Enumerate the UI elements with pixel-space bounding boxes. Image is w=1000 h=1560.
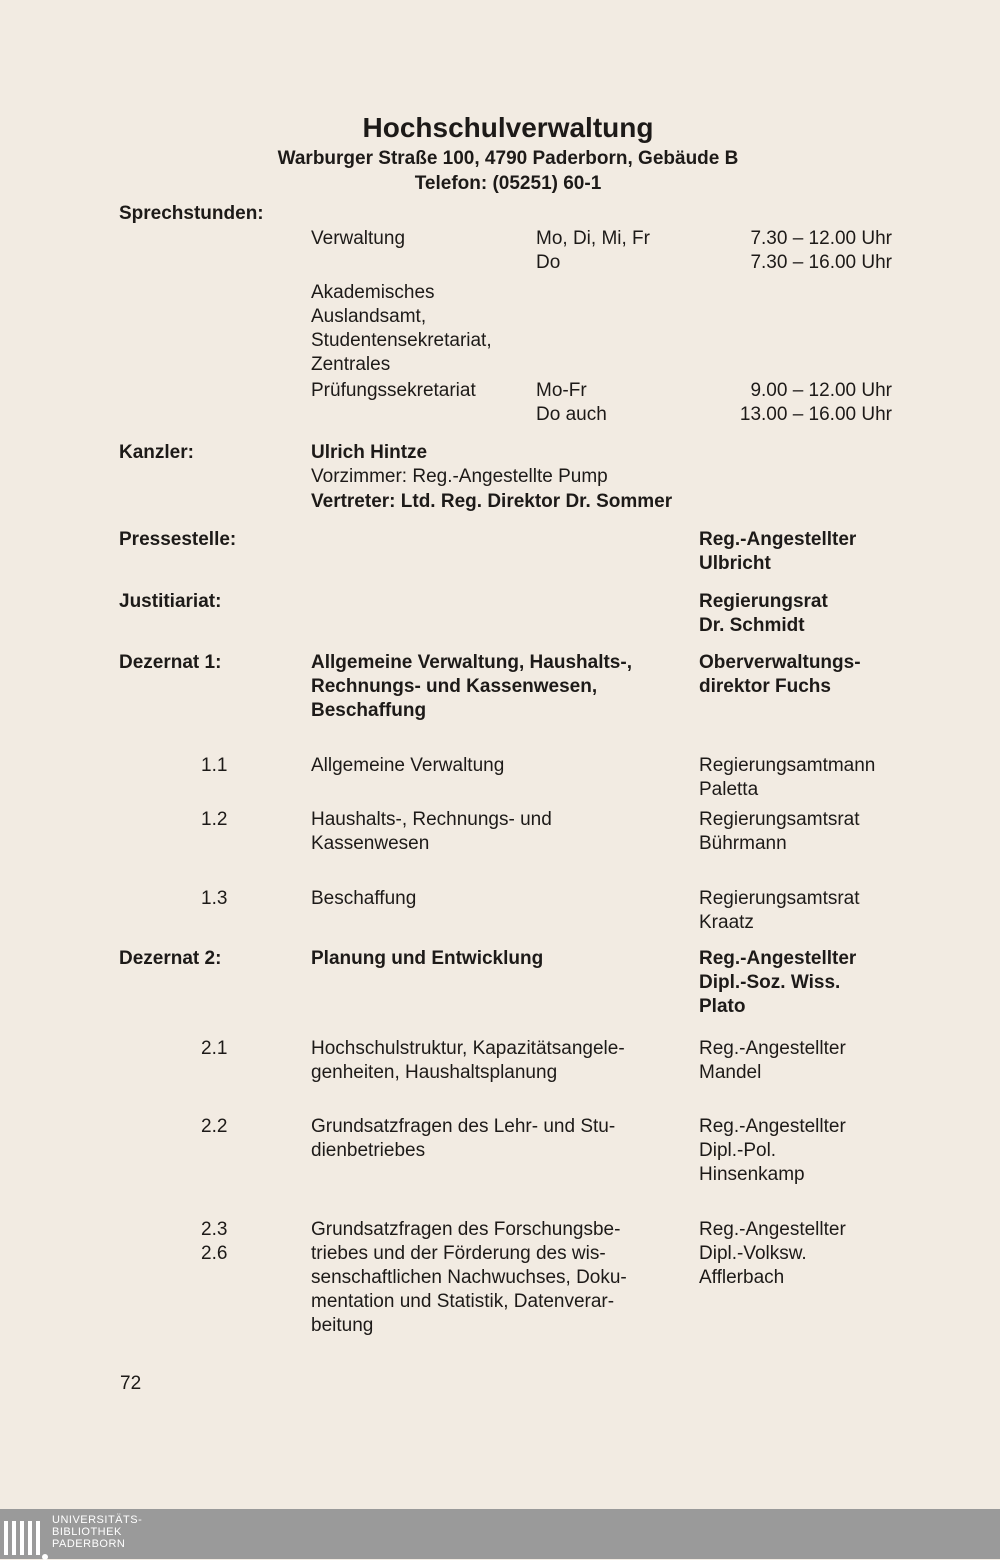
office-hours-label: Sprechstunden: — [119, 203, 264, 224]
section-number: 1.1 — [201, 755, 228, 776]
justitiariat-person: Regierungsrat Dr. Schmidt — [699, 591, 828, 636]
office-hours-days-3: Mo-Fr — [536, 380, 587, 401]
section-text: Hochschulstruktur, Kapazitätsangele- genheiten, Haushaltsplanung — [311, 1038, 625, 1083]
office-hours-time-4: 13.00 – 16.00 Uhr — [739, 404, 892, 425]
address-line: Warburger Straße 100, 4790 Paderborn, Gebäude B — [277, 148, 739, 169]
library-name: UNIVERSITÄTS- BIBLIOTHEK PADERBORN — [52, 1514, 143, 1550]
section-text: Haushalts-, Rechnungs- und Kassenwesen — [311, 809, 552, 854]
section-person: Regierungsamtmann Paletta — [699, 755, 876, 800]
section-person: Reg.-Angestellter Dipl.-Pol. Hinsenkamp — [699, 1116, 846, 1185]
office-hours-verwaltung: Verwaltung — [311, 228, 406, 249]
office-hours-days-2: Do — [536, 252, 561, 273]
section-text: Grundsatzfragen des Lehr- und Stu- dienbetriebes — [311, 1116, 616, 1161]
pressestelle-label: Pressestelle: — [119, 529, 237, 550]
page-number: 72 — [120, 1373, 142, 1394]
section-person: Regierungsamtsrat Kraatz — [699, 888, 860, 933]
page-title: Hochschulverwaltung — [362, 112, 654, 143]
section-number: 2.3 2.6 — [201, 1219, 228, 1264]
kanzler-name: Ulrich Hintze — [311, 442, 428, 463]
office-hours-time-1: 7.30 – 12.00 Uhr — [750, 228, 892, 249]
dezernat2-title: Planung und Entwicklung — [311, 948, 544, 969]
section-person: Regierungsamtsrat Bührmann — [699, 809, 860, 854]
office-hours-time-2: 7.30 – 16.00 Uhr — [750, 252, 892, 273]
section-person: Reg.-Angestellter Dipl.-Volksw. Afflerbach — [699, 1219, 846, 1288]
library-logo-icon — [4, 1517, 48, 1559]
pressestelle-person: Reg.-Angestellter Ulbricht — [699, 529, 857, 574]
dezernat2-label: Dezernat 2: — [119, 948, 222, 969]
section-person: Reg.-Angestellter Mandel — [699, 1038, 846, 1083]
section-number: 2.2 — [201, 1116, 228, 1137]
office-hours-offices: Akademisches Auslandsamt, Studentensekretariat, Zentrales — [311, 282, 492, 375]
office-hours-time-3: 9.00 – 12.00 Uhr — [750, 380, 892, 401]
section-text: Beschaffung — [311, 888, 417, 909]
section-text: Grundsatzfragen des Forschungsbe- triebes und der Förderung des wis- senschaftlichen Nachwuchses, Doku- mentation und Statistik, Datenverar- beitung — [311, 1219, 627, 1336]
phone-line: Telefon: (05251) 60-1 — [414, 173, 602, 194]
office-hours-days-4: Do auch — [536, 404, 607, 425]
library-footer — [0, 1509, 1000, 1559]
section-number: 2.1 — [201, 1038, 228, 1059]
office-hours-pruefung: Prüfungssekretariat — [311, 380, 476, 401]
dezernat2-person: Reg.-Angestellter Dipl.-Soz. Wiss. Plato — [699, 948, 857, 1017]
justitiariat-label: Justitiariat: — [119, 591, 222, 612]
section-number: 1.2 — [201, 809, 228, 830]
kanzler-label: Kanzler: — [119, 442, 194, 463]
dezernat1-person: Oberverwaltungs- direktor Fuchs — [699, 652, 861, 697]
section-text: Allgemeine Verwaltung — [311, 755, 505, 776]
dezernat1-title: Allgemeine Verwaltung, Haushalts-, Rechnungs- und Kassenwesen, Beschaffung — [311, 652, 632, 721]
section-number: 1.3 — [201, 888, 228, 909]
kanzler-vorzimmer: Vorzimmer: Reg.-Angestellte Pump — [311, 466, 608, 487]
dezernat1-label: Dezernat 1: — [119, 652, 222, 673]
kanzler-vertreter: Vertreter: Ltd. Reg. Direktor Dr. Sommer — [311, 491, 673, 512]
office-hours-days-1: Mo, Di, Mi, Fr — [536, 228, 650, 249]
